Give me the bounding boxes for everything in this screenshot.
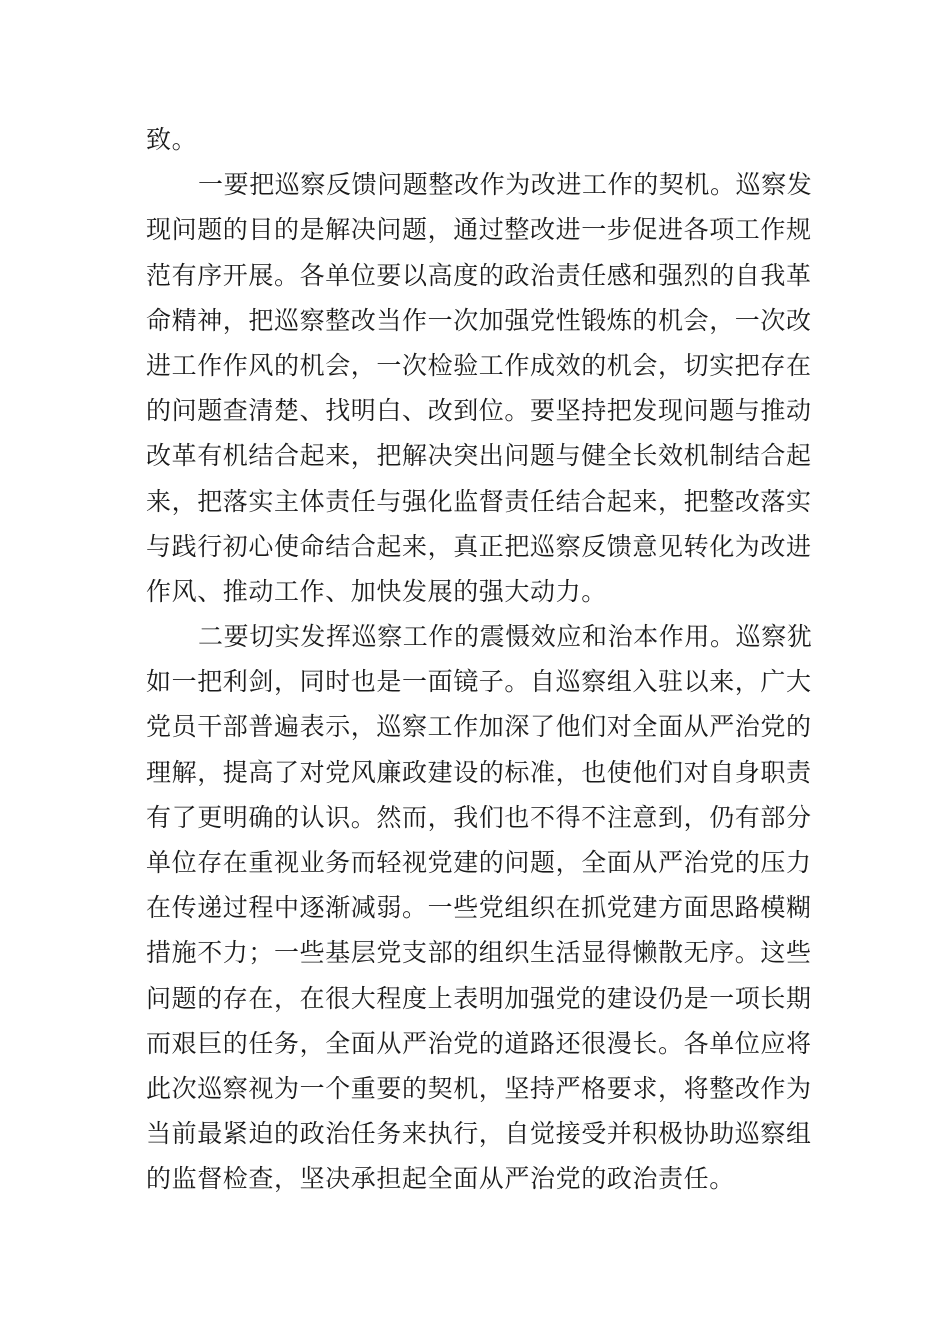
text-line: 如一把利剑，同时也是一面镜子。自巡察组入驻以来，广大 bbox=[146, 667, 812, 697]
text-line: 现问题的目的是解决问题，通过整改进一步促进各项工作规 bbox=[146, 215, 812, 245]
text-line: 措施不力；一些基层党支部的组织生活显得懒散无序。这些 bbox=[146, 938, 812, 968]
text-line: 理解，提高了对党风廉政建设的标准，也使他们对自身职责 bbox=[146, 757, 812, 787]
text-line: 有了更明确的认识。然而，我们也不得不注意到，仍有部分 bbox=[146, 802, 812, 832]
text-line: 的监督检查，坚决承担起全面从严治党的政治责任。 bbox=[146, 1164, 735, 1194]
text-line: 与践行初心使命结合起来，真正把巡察反馈意见转化为改进 bbox=[146, 531, 812, 561]
text-line: 命精神，把巡察整改当作一次加强党性锻炼的机会，一次改 bbox=[146, 305, 812, 335]
text-line: 改革有机结合起来，把解决突出问题与健全长效机制结合起 bbox=[146, 441, 812, 471]
text-line: 党员干部普遍表示，巡察工作加深了他们对全面从严治党的 bbox=[146, 712, 812, 742]
text-line: 当前最紧迫的政治任务来执行，自觉接受并积极协助巡察组 bbox=[146, 1119, 812, 1149]
text-line: 的问题查清楚、找明白、改到位。要坚持把发现问题与推动 bbox=[146, 396, 812, 426]
document-body bbox=[146, 117, 813, 1202]
text-line: 致。 bbox=[146, 125, 198, 154]
text-line: 此次巡察视为一个重要的契机，坚持严格要求，将整改作为 bbox=[146, 1073, 812, 1103]
text-line: 进工作作风的机会，一次检验工作成效的机会，切实把存在 bbox=[146, 350, 812, 380]
text-line: 在传递过程中逐渐减弱。一些党组织在抓党建方面思路模糊 bbox=[146, 893, 812, 923]
paragraph-start-line: 一要把巡察反馈问题整改作为改进工作的契机。巡察发 bbox=[198, 170, 813, 200]
text-line: 而艰巨的任务，全面从严治党的道路还很漫长。各单位应将 bbox=[146, 1028, 812, 1058]
text-line: 作风、推动工作、加快发展的强大动力。 bbox=[146, 576, 607, 606]
text-line: 问题的存在，在很大程度上表明加强党的建设仍是一项长期 bbox=[146, 983, 812, 1013]
text-line: 来，把落实主体责任与强化监督责任结合起来，把整改落实 bbox=[146, 486, 812, 516]
paragraph-start-line: 二要切实发挥巡察工作的震慑效应和治本作用。巡察犹 bbox=[198, 622, 813, 652]
text-line: 单位存在重视业务而轻视党建的问题，全面从严治党的压力 bbox=[146, 848, 812, 877]
text-line: 范有序开展。各单位要以高度的政治责任感和强烈的自我革 bbox=[146, 260, 812, 290]
